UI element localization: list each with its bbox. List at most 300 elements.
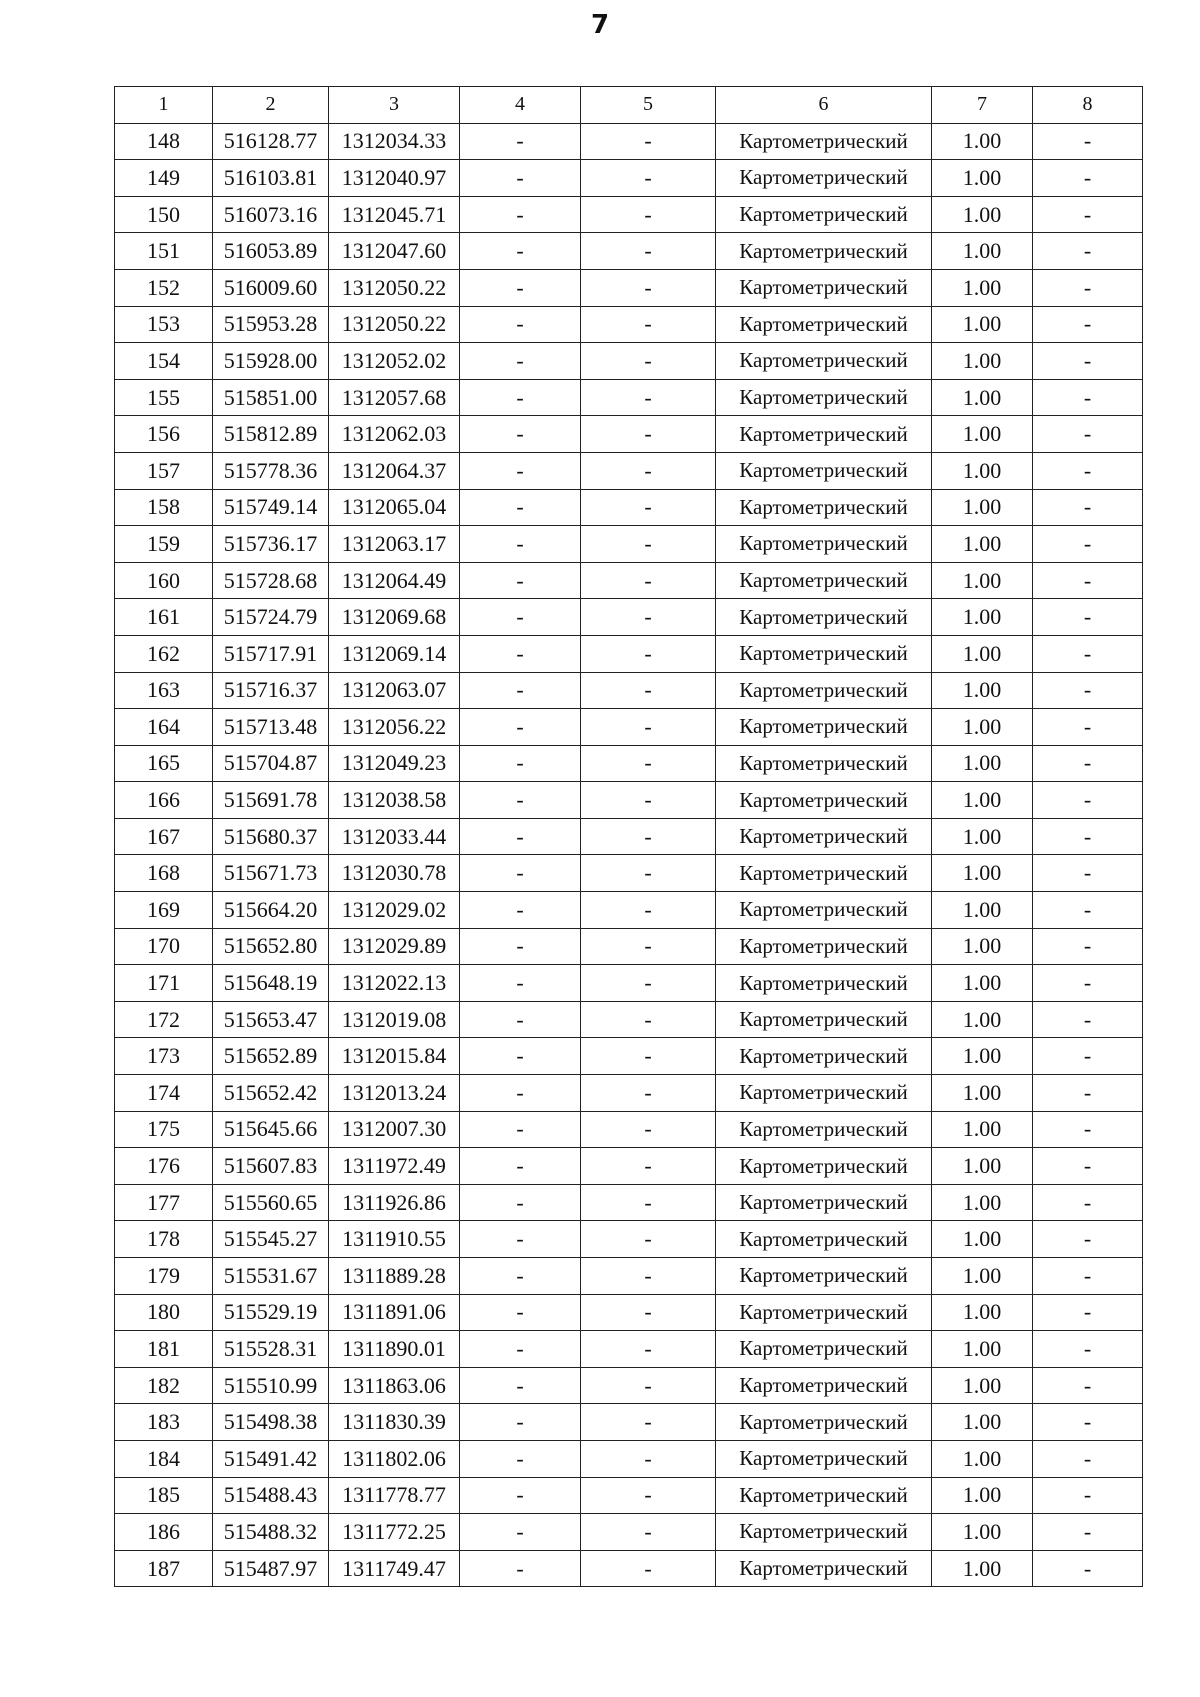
accuracy-cell: 1.00 xyxy=(932,1148,1033,1185)
col4-cell: - xyxy=(460,965,581,1002)
point-number-cell: 162 xyxy=(115,635,213,672)
point-number-cell: 180 xyxy=(115,1294,213,1331)
col5-cell: - xyxy=(581,1258,716,1295)
y-coordinate-cell: 1311749.47 xyxy=(329,1550,460,1587)
point-number-cell: 172 xyxy=(115,1001,213,1038)
table-row xyxy=(115,343,1143,380)
method-cell: Картометрический xyxy=(716,635,932,672)
col4-cell: - xyxy=(460,306,581,343)
y-coordinate-cell: 1311910.55 xyxy=(329,1221,460,1258)
accuracy-cell: 1.00 xyxy=(932,489,1033,526)
method-cell: Картометрический xyxy=(716,782,932,819)
col4-cell: - xyxy=(460,1367,581,1404)
col5-cell: - xyxy=(581,123,716,160)
x-coordinate-cell: 515607.83 xyxy=(213,1148,329,1185)
col4-cell: - xyxy=(460,233,581,270)
method-cell: Картометрический xyxy=(716,196,932,233)
col8-cell: - xyxy=(1033,1550,1143,1587)
col8-cell: - xyxy=(1033,818,1143,855)
col8-cell: - xyxy=(1033,1294,1143,1331)
y-coordinate-cell: 1311891.06 xyxy=(329,1294,460,1331)
col8-cell: - xyxy=(1033,635,1143,672)
x-coordinate-cell: 515545.27 xyxy=(213,1221,329,1258)
point-number-cell: 181 xyxy=(115,1331,213,1368)
accuracy-cell: 1.00 xyxy=(932,1075,1033,1112)
col8-cell: - xyxy=(1033,1514,1143,1551)
table-row xyxy=(115,233,1143,270)
col8-cell: - xyxy=(1033,526,1143,563)
x-coordinate-cell: 515652.89 xyxy=(213,1038,329,1075)
col8-cell: - xyxy=(1033,1001,1143,1038)
accuracy-cell: 1.00 xyxy=(932,709,1033,746)
y-coordinate-cell: 1312019.08 xyxy=(329,1001,460,1038)
col4-cell: - xyxy=(460,489,581,526)
y-coordinate-cell: 1312065.04 xyxy=(329,489,460,526)
col5-cell: - xyxy=(581,379,716,416)
col8-cell: - xyxy=(1033,233,1143,270)
x-coordinate-cell: 515487.97 xyxy=(213,1550,329,1587)
point-number-cell: 170 xyxy=(115,928,213,965)
x-coordinate-cell: 515953.28 xyxy=(213,306,329,343)
y-coordinate-cell: 1312045.71 xyxy=(329,196,460,233)
accuracy-cell: 1.00 xyxy=(932,306,1033,343)
col5-cell: - xyxy=(581,1404,716,1441)
method-cell: Картометрический xyxy=(716,599,932,636)
col8-cell: - xyxy=(1033,782,1143,819)
point-number-cell: 187 xyxy=(115,1550,213,1587)
col4-cell: - xyxy=(460,745,581,782)
col8-cell: - xyxy=(1033,379,1143,416)
col8-cell: - xyxy=(1033,965,1143,1002)
table-row xyxy=(115,965,1143,1002)
col4-cell: - xyxy=(460,599,581,636)
col8-cell: - xyxy=(1033,196,1143,233)
method-cell: Картометрический xyxy=(716,1038,932,1075)
method-cell: Картометрический xyxy=(716,818,932,855)
method-cell: Картометрический xyxy=(716,1001,932,1038)
table-row xyxy=(115,1294,1143,1331)
x-coordinate-cell: 515704.87 xyxy=(213,745,329,782)
x-coordinate-cell: 516009.60 xyxy=(213,269,329,306)
table-row xyxy=(115,379,1143,416)
col8-cell: - xyxy=(1033,672,1143,709)
col8-cell: - xyxy=(1033,1331,1143,1368)
point-number-cell: 157 xyxy=(115,452,213,489)
col4-cell: - xyxy=(460,1440,581,1477)
col4-cell: - xyxy=(460,1550,581,1587)
x-coordinate-cell: 515652.42 xyxy=(213,1075,329,1112)
col8-cell: - xyxy=(1033,1038,1143,1075)
y-coordinate-cell: 1312050.22 xyxy=(329,306,460,343)
point-number-cell: 184 xyxy=(115,1440,213,1477)
table-row xyxy=(115,1404,1143,1441)
point-number-cell: 186 xyxy=(115,1514,213,1551)
point-number-cell: 164 xyxy=(115,709,213,746)
col5-cell: - xyxy=(581,892,716,929)
accuracy-cell: 1.00 xyxy=(932,123,1033,160)
col4-cell: - xyxy=(460,526,581,563)
col8-cell: - xyxy=(1033,1477,1143,1514)
accuracy-cell: 1.00 xyxy=(932,965,1033,1002)
col4-cell: - xyxy=(460,1184,581,1221)
col5-cell: - xyxy=(581,1294,716,1331)
col4-cell: - xyxy=(460,782,581,819)
column-header: 1 xyxy=(115,87,213,124)
point-number-cell: 161 xyxy=(115,599,213,636)
table-row xyxy=(115,269,1143,306)
col4-cell: - xyxy=(460,452,581,489)
table-row xyxy=(115,526,1143,563)
col8-cell: - xyxy=(1033,1148,1143,1185)
x-coordinate-cell: 515812.89 xyxy=(213,416,329,453)
col4-cell: - xyxy=(460,1477,581,1514)
table-row xyxy=(115,1038,1143,1075)
col5-cell: - xyxy=(581,1477,716,1514)
table-row xyxy=(115,782,1143,819)
x-coordinate-cell: 515653.47 xyxy=(213,1001,329,1038)
x-coordinate-cell: 515851.00 xyxy=(213,379,329,416)
method-cell: Картометрический xyxy=(716,379,932,416)
x-coordinate-cell: 515749.14 xyxy=(213,489,329,526)
col5-cell: - xyxy=(581,1075,716,1112)
col5-cell: - xyxy=(581,782,716,819)
method-cell: Картометрический xyxy=(716,1331,932,1368)
column-header: 8 xyxy=(1033,87,1143,124)
y-coordinate-cell: 1311889.28 xyxy=(329,1258,460,1295)
col5-cell: - xyxy=(581,855,716,892)
table-row xyxy=(115,599,1143,636)
x-coordinate-cell: 515671.73 xyxy=(213,855,329,892)
col5-cell: - xyxy=(581,672,716,709)
method-cell: Картометрический xyxy=(716,892,932,929)
column-header: 3 xyxy=(329,87,460,124)
point-number-cell: 148 xyxy=(115,123,213,160)
col8-cell: - xyxy=(1033,160,1143,197)
table-row xyxy=(115,709,1143,746)
accuracy-cell: 1.00 xyxy=(932,379,1033,416)
col4-cell: - xyxy=(460,1221,581,1258)
accuracy-cell: 1.00 xyxy=(932,416,1033,453)
col4-cell: - xyxy=(460,855,581,892)
col8-cell: - xyxy=(1033,855,1143,892)
method-cell: Картометрический xyxy=(716,343,932,380)
col4-cell: - xyxy=(460,1258,581,1295)
col8-cell: - xyxy=(1033,489,1143,526)
col5-cell: - xyxy=(581,1550,716,1587)
point-number-cell: 174 xyxy=(115,1075,213,1112)
y-coordinate-cell: 1311926.86 xyxy=(329,1184,460,1221)
x-coordinate-cell: 516128.77 xyxy=(213,123,329,160)
y-coordinate-cell: 1312062.03 xyxy=(329,416,460,453)
x-coordinate-cell: 515664.20 xyxy=(213,892,329,929)
accuracy-cell: 1.00 xyxy=(932,635,1033,672)
col8-cell: - xyxy=(1033,1440,1143,1477)
table-row xyxy=(115,1148,1143,1185)
col8-cell: - xyxy=(1033,599,1143,636)
col4-cell: - xyxy=(460,1111,581,1148)
col5-cell: - xyxy=(581,965,716,1002)
col8-cell: - xyxy=(1033,306,1143,343)
y-coordinate-cell: 1311863.06 xyxy=(329,1367,460,1404)
y-coordinate-cell: 1311890.01 xyxy=(329,1331,460,1368)
y-coordinate-cell: 1312029.89 xyxy=(329,928,460,965)
col4-cell: - xyxy=(460,1001,581,1038)
point-number-cell: 179 xyxy=(115,1258,213,1295)
column-header: 7 xyxy=(932,87,1033,124)
accuracy-cell: 1.00 xyxy=(932,855,1033,892)
col5-cell: - xyxy=(581,452,716,489)
x-coordinate-cell: 515531.67 xyxy=(213,1258,329,1295)
method-cell: Картометрический xyxy=(716,1184,932,1221)
table-row xyxy=(115,818,1143,855)
col5-cell: - xyxy=(581,928,716,965)
point-number-cell: 150 xyxy=(115,196,213,233)
col5-cell: - xyxy=(581,160,716,197)
accuracy-cell: 1.00 xyxy=(932,1477,1033,1514)
method-cell: Картометрический xyxy=(716,1404,932,1441)
method-cell: Картометрический xyxy=(716,1258,932,1295)
method-cell: Картометрический xyxy=(716,1550,932,1587)
x-coordinate-cell: 515713.48 xyxy=(213,709,329,746)
table-row xyxy=(115,1477,1143,1514)
page-number: 7 xyxy=(590,10,610,40)
accuracy-cell: 1.00 xyxy=(932,526,1033,563)
table-row xyxy=(115,1440,1143,1477)
col5-cell: - xyxy=(581,343,716,380)
col4-cell: - xyxy=(460,196,581,233)
col5-cell: - xyxy=(581,1440,716,1477)
y-coordinate-cell: 1312034.33 xyxy=(329,123,460,160)
x-coordinate-cell: 515778.36 xyxy=(213,452,329,489)
y-coordinate-cell: 1312050.22 xyxy=(329,269,460,306)
col4-cell: - xyxy=(460,928,581,965)
col5-cell: - xyxy=(581,306,716,343)
point-number-cell: 158 xyxy=(115,489,213,526)
col5-cell: - xyxy=(581,599,716,636)
col5-cell: - xyxy=(581,526,716,563)
col5-cell: - xyxy=(581,1184,716,1221)
point-number-cell: 173 xyxy=(115,1038,213,1075)
accuracy-cell: 1.00 xyxy=(932,1221,1033,1258)
table-row xyxy=(115,745,1143,782)
col4-cell: - xyxy=(460,1331,581,1368)
x-coordinate-cell: 515648.19 xyxy=(213,965,329,1002)
method-cell: Картометрический xyxy=(716,1367,932,1404)
col4-cell: - xyxy=(460,123,581,160)
point-number-cell: 182 xyxy=(115,1367,213,1404)
col5-cell: - xyxy=(581,709,716,746)
column-header: 6 xyxy=(716,87,932,124)
table-row xyxy=(115,1331,1143,1368)
method-cell: Картометрический xyxy=(716,123,932,160)
col8-cell: - xyxy=(1033,1221,1143,1258)
method-cell: Картометрический xyxy=(716,1477,932,1514)
col5-cell: - xyxy=(581,233,716,270)
y-coordinate-cell: 1312063.07 xyxy=(329,672,460,709)
accuracy-cell: 1.00 xyxy=(932,1550,1033,1587)
y-coordinate-cell: 1311830.39 xyxy=(329,1404,460,1441)
x-coordinate-cell: 515645.66 xyxy=(213,1111,329,1148)
method-cell: Картометрический xyxy=(716,452,932,489)
col4-cell: - xyxy=(460,416,581,453)
y-coordinate-cell: 1312038.58 xyxy=(329,782,460,819)
accuracy-cell: 1.00 xyxy=(932,745,1033,782)
table-row xyxy=(115,1075,1143,1112)
col5-cell: - xyxy=(581,1001,716,1038)
y-coordinate-cell: 1312069.68 xyxy=(329,599,460,636)
accuracy-cell: 1.00 xyxy=(932,343,1033,380)
col8-cell: - xyxy=(1033,562,1143,599)
col8-cell: - xyxy=(1033,1258,1143,1295)
table-row xyxy=(115,892,1143,929)
col4-cell: - xyxy=(460,343,581,380)
method-cell: Картометрический xyxy=(716,1075,932,1112)
col4-cell: - xyxy=(460,269,581,306)
point-number-cell: 171 xyxy=(115,965,213,1002)
point-number-cell: 153 xyxy=(115,306,213,343)
point-number-cell: 163 xyxy=(115,672,213,709)
method-cell: Картометрический xyxy=(716,1294,932,1331)
x-coordinate-cell: 515724.79 xyxy=(213,599,329,636)
method-cell: Картометрический xyxy=(716,1111,932,1148)
y-coordinate-cell: 1311772.25 xyxy=(329,1514,460,1551)
col8-cell: - xyxy=(1033,452,1143,489)
accuracy-cell: 1.00 xyxy=(932,782,1033,819)
col5-cell: - xyxy=(581,635,716,672)
col5-cell: - xyxy=(581,1111,716,1148)
col4-cell: - xyxy=(460,1294,581,1331)
method-cell: Картометрический xyxy=(716,855,932,892)
accuracy-cell: 1.00 xyxy=(932,269,1033,306)
accuracy-cell: 1.00 xyxy=(932,1367,1033,1404)
table-body xyxy=(115,123,1143,1587)
x-coordinate-cell: 515736.17 xyxy=(213,526,329,563)
col5-cell: - xyxy=(581,196,716,233)
col8-cell: - xyxy=(1033,269,1143,306)
method-cell: Картометрический xyxy=(716,672,932,709)
accuracy-cell: 1.00 xyxy=(932,1258,1033,1295)
y-coordinate-cell: 1312063.17 xyxy=(329,526,460,563)
table-row xyxy=(115,855,1143,892)
col5-cell: - xyxy=(581,1367,716,1404)
accuracy-cell: 1.00 xyxy=(932,1111,1033,1148)
x-coordinate-cell: 515652.80 xyxy=(213,928,329,965)
col4-cell: - xyxy=(460,562,581,599)
col8-cell: - xyxy=(1033,928,1143,965)
col8-cell: - xyxy=(1033,709,1143,746)
table-row xyxy=(115,306,1143,343)
point-number-cell: 165 xyxy=(115,745,213,782)
x-coordinate-cell: 515529.19 xyxy=(213,1294,329,1331)
point-number-cell: 185 xyxy=(115,1477,213,1514)
method-cell: Картометрический xyxy=(716,160,932,197)
col5-cell: - xyxy=(581,1038,716,1075)
table-row xyxy=(115,672,1143,709)
accuracy-cell: 1.00 xyxy=(932,452,1033,489)
accuracy-cell: 1.00 xyxy=(932,562,1033,599)
x-coordinate-cell: 515510.99 xyxy=(213,1367,329,1404)
accuracy-cell: 1.00 xyxy=(932,1294,1033,1331)
point-number-cell: 159 xyxy=(115,526,213,563)
col5-cell: - xyxy=(581,269,716,306)
method-cell: Картометрический xyxy=(716,745,932,782)
table-row xyxy=(115,452,1143,489)
col4-cell: - xyxy=(460,672,581,709)
column-header: 4 xyxy=(460,87,581,124)
col4-cell: - xyxy=(460,1404,581,1441)
x-coordinate-cell: 516103.81 xyxy=(213,160,329,197)
col4-cell: - xyxy=(460,1038,581,1075)
accuracy-cell: 1.00 xyxy=(932,672,1033,709)
col8-cell: - xyxy=(1033,892,1143,929)
accuracy-cell: 1.00 xyxy=(932,928,1033,965)
point-number-cell: 166 xyxy=(115,782,213,819)
accuracy-cell: 1.00 xyxy=(932,1404,1033,1441)
table-row xyxy=(115,123,1143,160)
column-header: 5 xyxy=(581,87,716,124)
accuracy-cell: 1.00 xyxy=(932,160,1033,197)
x-coordinate-cell: 515928.00 xyxy=(213,343,329,380)
col5-cell: - xyxy=(581,562,716,599)
col8-cell: - xyxy=(1033,745,1143,782)
col5-cell: - xyxy=(581,818,716,855)
col8-cell: - xyxy=(1033,1404,1143,1441)
col4-cell: - xyxy=(460,709,581,746)
accuracy-cell: 1.00 xyxy=(932,892,1033,929)
method-cell: Картометрический xyxy=(716,1440,932,1477)
accuracy-cell: 1.00 xyxy=(932,196,1033,233)
table-row xyxy=(115,1550,1143,1587)
method-cell: Картометрический xyxy=(716,416,932,453)
method-cell: Картометрический xyxy=(716,709,932,746)
accuracy-cell: 1.00 xyxy=(932,1331,1033,1368)
x-coordinate-cell: 515560.65 xyxy=(213,1184,329,1221)
col4-cell: - xyxy=(460,1148,581,1185)
x-coordinate-cell: 515488.43 xyxy=(213,1477,329,1514)
x-coordinate-cell: 515728.68 xyxy=(213,562,329,599)
col5-cell: - xyxy=(581,1148,716,1185)
table-row xyxy=(115,1514,1143,1551)
method-cell: Картометрический xyxy=(716,1148,932,1185)
y-coordinate-cell: 1312030.78 xyxy=(329,855,460,892)
y-coordinate-cell: 1312056.22 xyxy=(329,709,460,746)
point-number-cell: 156 xyxy=(115,416,213,453)
y-coordinate-cell: 1312007.30 xyxy=(329,1111,460,1148)
col5-cell: - xyxy=(581,1221,716,1258)
x-coordinate-cell: 515528.31 xyxy=(213,1331,329,1368)
point-number-cell: 183 xyxy=(115,1404,213,1441)
y-coordinate-cell: 1312029.02 xyxy=(329,892,460,929)
x-coordinate-cell: 516053.89 xyxy=(213,233,329,270)
col4-cell: - xyxy=(460,818,581,855)
table-row xyxy=(115,416,1143,453)
point-number-cell: 177 xyxy=(115,1184,213,1221)
accuracy-cell: 1.00 xyxy=(932,233,1033,270)
col8-cell: - xyxy=(1033,1111,1143,1148)
point-number-cell: 151 xyxy=(115,233,213,270)
table-row xyxy=(115,1111,1143,1148)
table-row xyxy=(115,562,1143,599)
y-coordinate-cell: 1312022.13 xyxy=(329,965,460,1002)
point-number-cell: 169 xyxy=(115,892,213,929)
point-number-cell: 175 xyxy=(115,1111,213,1148)
table-row xyxy=(115,160,1143,197)
y-coordinate-cell: 1312064.49 xyxy=(329,562,460,599)
col8-cell: - xyxy=(1033,123,1143,160)
y-coordinate-cell: 1312033.44 xyxy=(329,818,460,855)
col4-cell: - xyxy=(460,1075,581,1112)
point-number-cell: 168 xyxy=(115,855,213,892)
